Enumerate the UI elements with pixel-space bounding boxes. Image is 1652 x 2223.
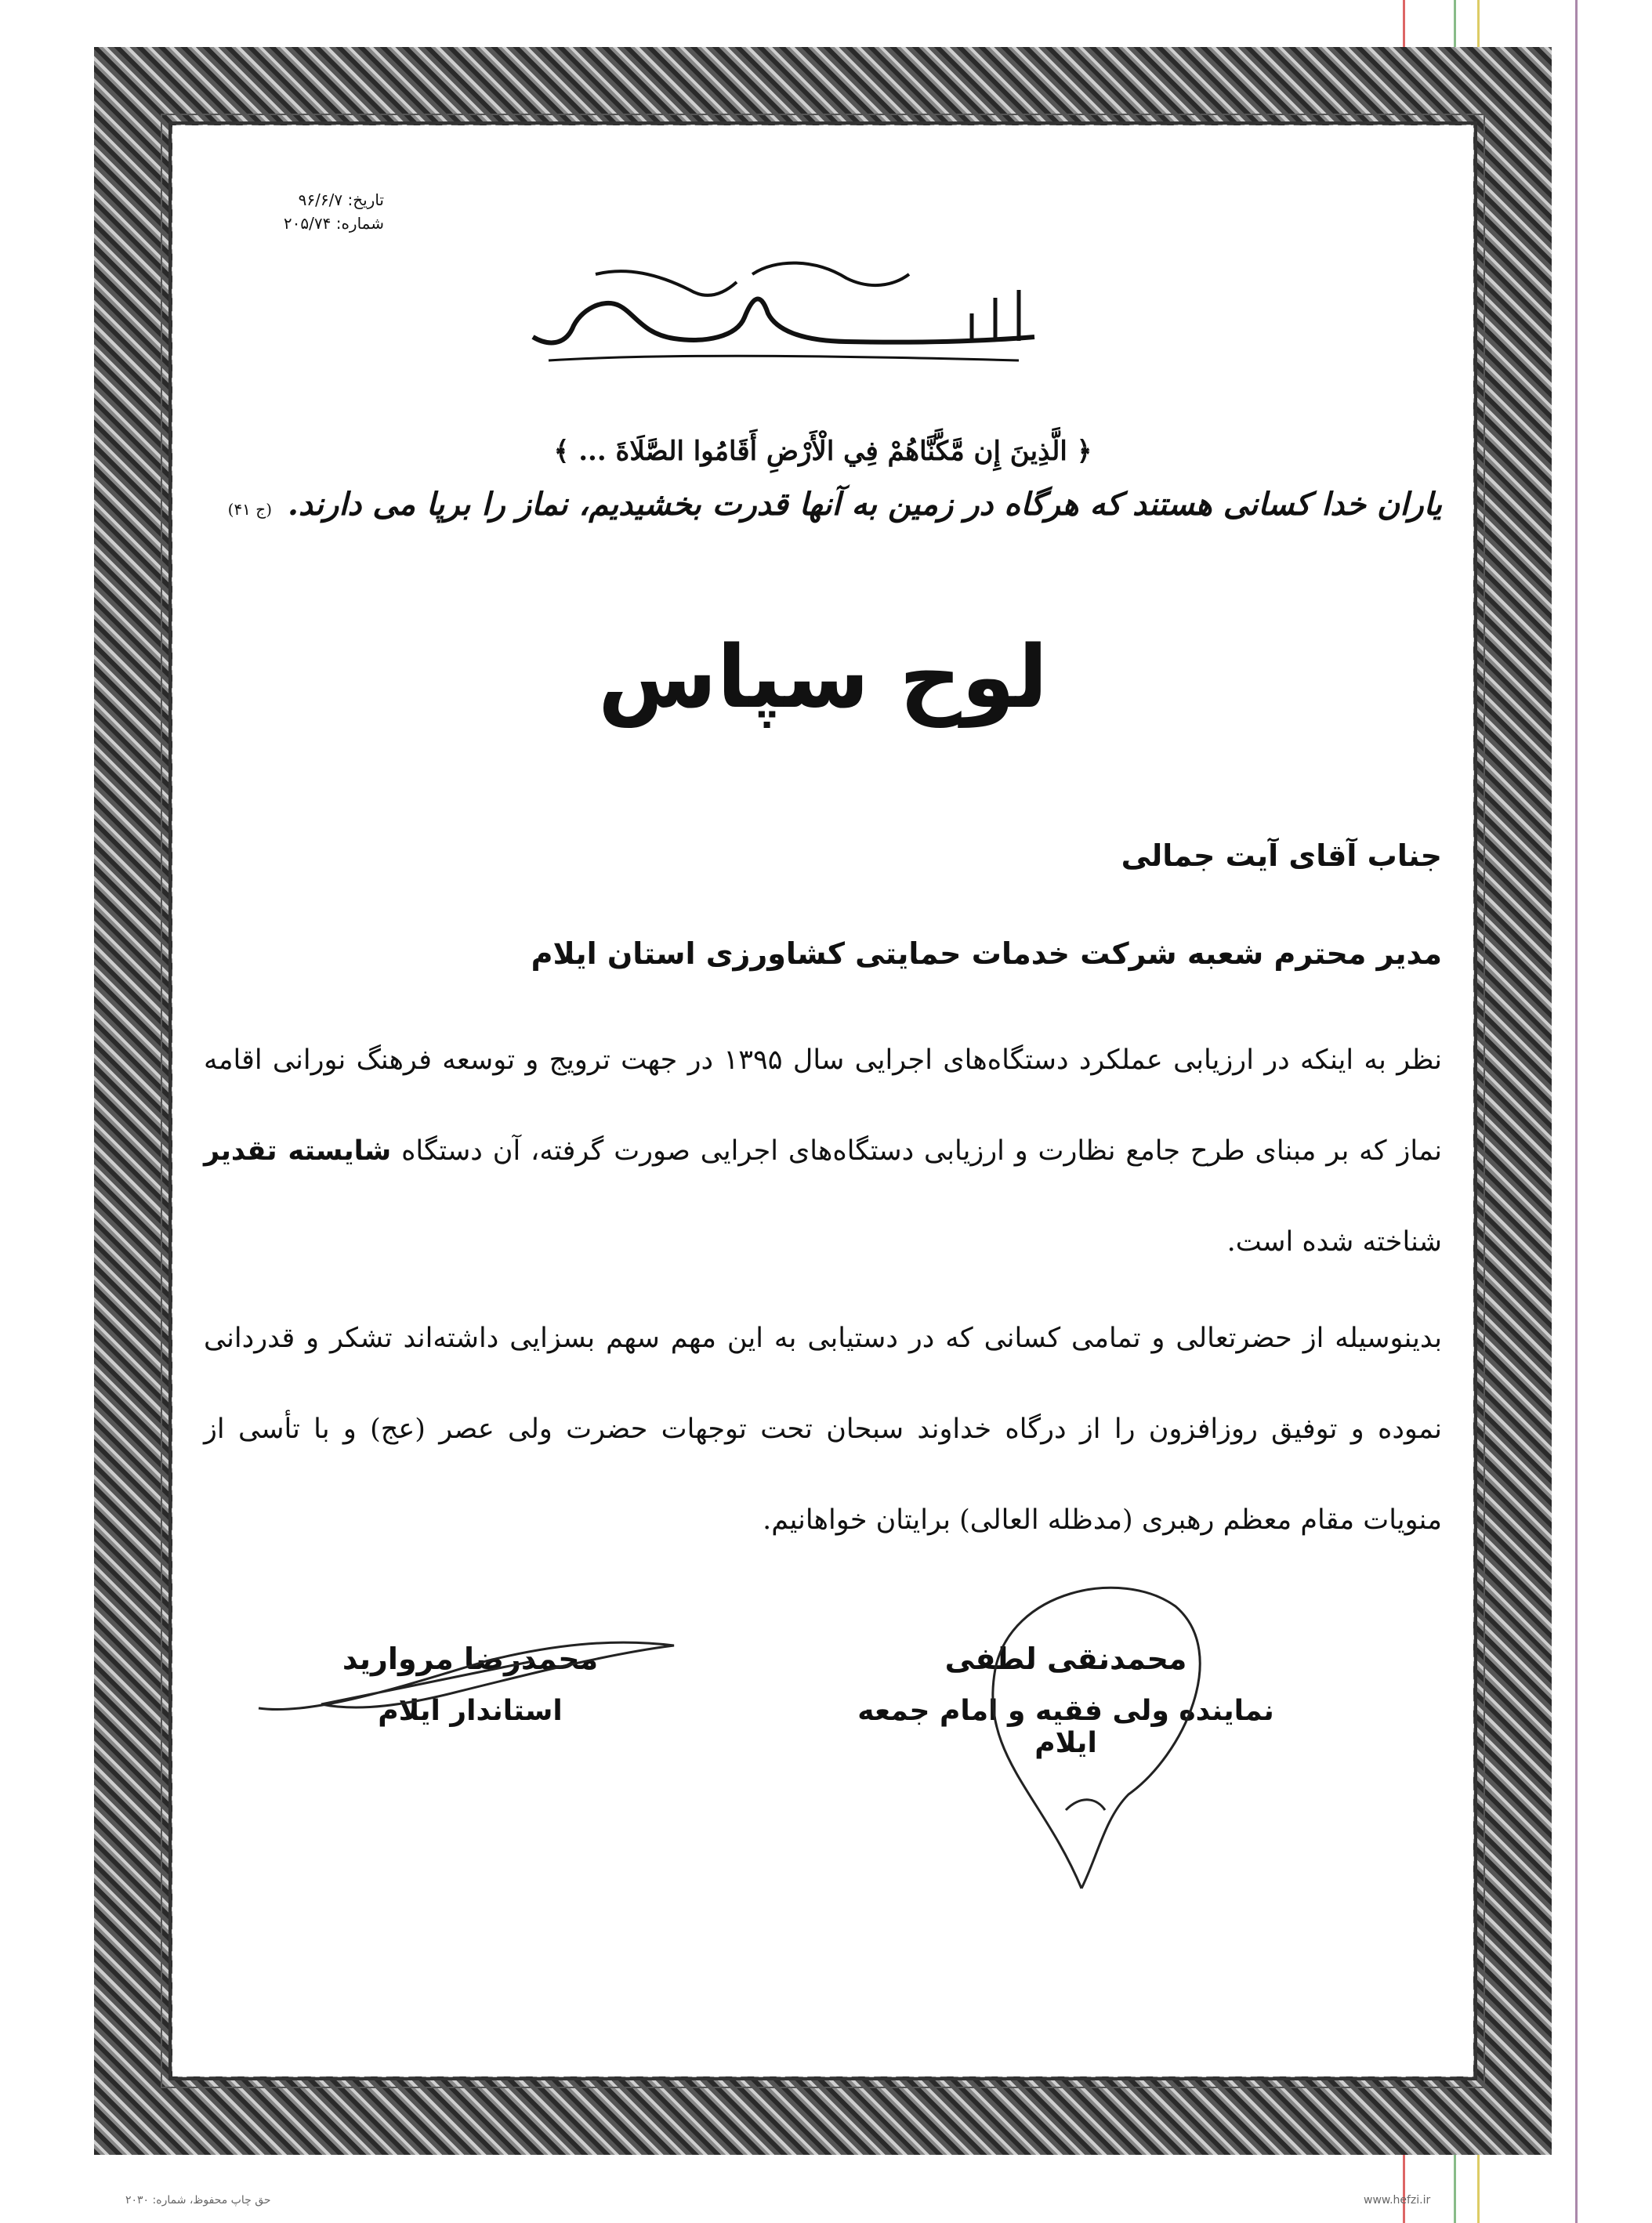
verse-translation-text: یاران خدا کسانی هستند که هرگاه در زمین به آنها قدرت بخشیدیم، نماز را برپا می دارند. [288,486,1442,523]
signatory-left-name: محمدرضا مروارید [342,1642,599,1676]
body-paragraph-2: بدینوسیله از حضرتعالی و تمامی کسانی که در دستیابی به این مهم سهم بسزایی داشته‌اند تشکر و قدردانی نموده و توفیق روزافزون را از درگاه خداوند سبحان تحت توجهات حضرت ولی عصر (عج) و با تأسی از منویات مقام معظم رهبری (مدظله العالی) برایتان خواهانیم. [204,1323,1442,1536]
paragraph-1-text: نظر به اینکه در ارزیابی عملکرد دستگاه‌های اجرایی سال ۱۳۹۵ در جهت ترویج و توسعه فرهنگ نورانی اقامه نماز که بر مبنای طرح جامع نظارت و ارزیابی دستگاه‌های اجرایی صورت گرفته، آن دستگاه [204,1045,1442,1167]
footer-copyright: حق چاپ محفوظ، شماره: ۲۰۳۰ [125,2194,271,2207]
signatory-left-title: استاندار ایلام [378,1695,563,1727]
certificate-content [204,157,1442,2053]
verse-reference: (ج ۴۱) [227,500,272,519]
paragraph-1-ending: شناخته شده است. [1226,1226,1442,1258]
handwritten-signature-right [948,1559,1262,1904]
quran-verse-translation [204,486,1442,523]
footer-website: www.hefzi.ir [1364,2194,1431,2207]
quran-verse-arabic: ﴿ الَّذِينَ إِن مَّكَّنَّاهُمْ فِي الْأَرْضِ أَقَامُوا الصَّلَاةَ ... ﴾ [553,436,1092,467]
recipient-position: مدیر محترم شعبه شرکت خدمات حمایتی کشاورزی استان ایلام [531,936,1442,971]
signatory-right-title: نماینده ولی فقیه و امام جمعه ایلام [857,1695,1274,1759]
paragraph-1-emphasis: شایسته تقدیر [204,1135,392,1167]
handwritten-signature-left [251,1630,690,1724]
scan-line-violet [1575,0,1578,2223]
document-date: تاریخ: ۹۶/۶/۷ [298,190,384,209]
recipient-name: جناب آقای آیت جمالی [1121,838,1442,873]
document-number: شماره: ۲۰۵/۷۴ [283,214,384,233]
body-paragraph-1 [204,1015,1442,1287]
basmala-calligraphy [517,243,1050,368]
document-meta [212,188,384,235]
certificate-title: لوح سپاس [597,627,1048,727]
signatory-right-name: محمدنقی لطفی [944,1642,1187,1676]
